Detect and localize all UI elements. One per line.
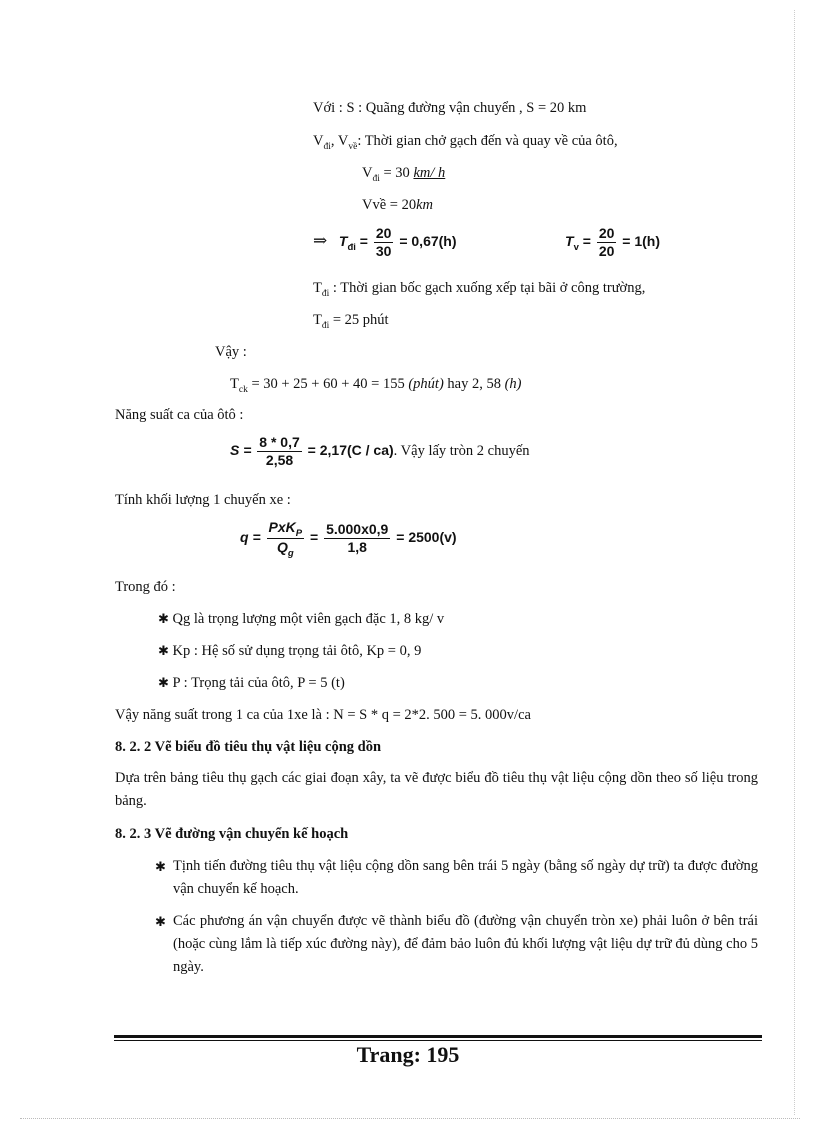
- distance-line: [313, 98, 586, 118]
- t-di-num: 20: [375, 224, 392, 241]
- star-bullet-icon: ✱: [158, 643, 169, 658]
- cycle-time-sum: = 30 + 25 + 60 + 40 = 155: [247, 376, 409, 392]
- t-sub-2: đi: [321, 321, 330, 331]
- v-di-value: = 30: [379, 165, 414, 181]
- cycle-time-hours-unit: (h): [504, 376, 522, 392]
- unload-time-line: [313, 278, 645, 300]
- page-border-dotted-vertical: [794, 10, 795, 1115]
- s-num: 8 * 0,7: [259, 433, 300, 450]
- t-di-fraction: [374, 225, 394, 260]
- bullet-shift-curve-text: Tịnh tiến đường tiêu thụ vật liệu cộng dồn sang bên trái 5 ngày (bằng số ngày dự trữ) ta được đường vận chuyển kế hoạch.: [173, 858, 758, 897]
- bullet-transport-plan: [155, 910, 758, 979]
- unload-time-value: = 25 phút: [329, 312, 389, 328]
- t-v-result: = 1(h): [618, 233, 661, 249]
- v-ve-unit: km: [416, 197, 434, 213]
- v-di-symbol: V: [362, 165, 373, 181]
- q-fraction: [267, 519, 305, 558]
- bullet-qg: [158, 609, 444, 629]
- where-line: [115, 577, 176, 597]
- t-v-fraction: [597, 225, 617, 260]
- load-formula: [240, 516, 457, 559]
- bullet-transport-plan-text: Các phương án vận chuyển được vẽ thành biểu đồ (đường vận chuyển tròn xe) phải luôn ở bên trái (hoặc cùng lắm là tiếp xúc đường này), để đảm bảo luôn đủ khối lượng vật liệu dự trữ đủ dùng cho 5 ngày.: [173, 913, 758, 975]
- q-den: Q: [276, 538, 288, 555]
- paragraph-cumulative: [115, 767, 758, 813]
- q-fraction-2: [324, 521, 390, 556]
- shift-output-heading: [115, 405, 243, 425]
- t-di-result: = 0,67(h): [395, 233, 457, 249]
- vay-text: Vậy :: [215, 344, 247, 360]
- shift-output-text: Năng suất ca của ôtô :: [115, 407, 244, 423]
- footer-rule-thick: [114, 1035, 762, 1038]
- v-di-unit: km/ h: [413, 165, 446, 181]
- bullet-shift-curve: [155, 855, 758, 901]
- q-num: PxK: [268, 518, 296, 535]
- unload-time-text: : Thời gian bốc gạch xuống xếp tại bãi ở công trường,: [329, 280, 646, 296]
- t-symbol-2: T: [313, 312, 322, 328]
- sub-ve: về: [348, 142, 358, 152]
- section-heading-822: [115, 737, 381, 757]
- v-symbol-2: , V: [330, 133, 349, 149]
- velocity-def-text: : Thời gian chở gạch đến và quay về của ôtô,: [357, 133, 618, 149]
- v-ve-value: Vvề = 20: [362, 197, 417, 213]
- v-ve-line: [362, 195, 433, 215]
- s-symbol: S =: [230, 442, 256, 458]
- t-di-sub: đi: [347, 242, 356, 253]
- q-symbol: q =: [240, 529, 265, 545]
- v-di-sub: đi: [372, 174, 380, 184]
- v-symbol: V: [313, 133, 324, 149]
- section-heading-823: [115, 824, 348, 844]
- star-bullet-icon: ✱: [158, 675, 169, 690]
- t-di-formula: [338, 224, 457, 259]
- implies-arrow-icon: ⇒: [313, 231, 328, 250]
- t-di-symbol: T: [338, 233, 348, 249]
- star-bullet-icon: ✱: [155, 914, 166, 929]
- s-round-text: . Vậy lấy tròn 2 chuyến: [393, 443, 530, 459]
- q-den-sub: g: [287, 547, 294, 559]
- where-text: Trong đó :: [115, 579, 176, 595]
- q-formula: [240, 518, 457, 559]
- t-ck-sub: ck: [238, 385, 248, 395]
- bullet-p: [158, 673, 345, 693]
- bullet-kp-text: Kp : Hệ số sử dụng trọng tải ôtô, Kp = 0, 9: [172, 643, 422, 659]
- star-bullet-icon: ✱: [155, 859, 166, 874]
- q-eq: =: [306, 529, 323, 545]
- t-v-den: 20: [598, 242, 615, 259]
- bullet-p-text: P : Trọng tải của ôtô, P = 5 (t): [172, 675, 345, 691]
- time-formula-line: [313, 222, 457, 263]
- s-den: 2,58: [265, 451, 294, 468]
- s-result: = 2,17(C / ca): [303, 442, 394, 458]
- load-heading-text: Tính khối lượng 1 chuyến xe :: [115, 492, 291, 508]
- cycle-time-unit: (phút): [408, 376, 444, 392]
- page-border-dotted: [20, 1118, 800, 1119]
- unload-time-value-line: [313, 310, 389, 332]
- load-heading: [115, 490, 291, 510]
- s-fraction: [257, 434, 301, 469]
- t-v-formula-line: [565, 222, 660, 263]
- t-v-sub: v: [573, 242, 579, 253]
- paragraph-cumulative-text: Dựa trên bảng tiêu thụ gạch các giai đoạn xây, ta vẽ được biểu đồ tiêu thụ vật liệu cộng dồn theo số liệu trong bảng.: [115, 770, 758, 809]
- bullet-kp: [158, 641, 421, 661]
- t-v-formula: [565, 224, 661, 259]
- t-sub: đi: [321, 289, 330, 299]
- section-heading-822-text: 8. 2. 2 Vẽ biểu đồ tiêu thụ vật liệu cộng dồn: [115, 739, 382, 755]
- cycle-time-hours: hay 2, 58: [443, 376, 505, 392]
- vay-line: [215, 342, 247, 362]
- sub-di: đi: [323, 142, 331, 152]
- bullet-qg-text: Qg là trọng lượng một viên gạch đặc 1, 8 kg/ v: [172, 611, 445, 627]
- t-di-eq: =: [355, 233, 372, 249]
- distance-text: Với : S : Quãng đường vận chuyển , S = 20 km: [313, 100, 587, 116]
- velocity-def-line: [313, 131, 618, 153]
- section-heading-823-text: 8. 2. 3 Vẽ đường vận chuyển kế hoạch: [115, 826, 349, 842]
- productivity-text: Vậy năng suất trong 1 ca của 1xe là : N = S * q = 2*2. 500 = 5. 000v/ca: [115, 707, 531, 723]
- t-ck-symbol: T: [230, 376, 239, 392]
- q-den-2: 1,8: [347, 538, 367, 555]
- q-num-2: 5.000x0,9: [326, 520, 389, 537]
- t-v-num: 20: [598, 224, 615, 241]
- q-num-sub: P: [295, 527, 303, 539]
- t-symbol: T: [313, 280, 322, 296]
- t-v-eq: =: [578, 233, 595, 249]
- v-di-line: [362, 163, 445, 185]
- t-v-symbol: T: [565, 233, 574, 249]
- productivity-line: [115, 705, 531, 725]
- star-bullet-icon: ✱: [158, 611, 169, 626]
- t-di-den: 30: [375, 242, 392, 259]
- q-result: = 2500(v): [392, 529, 457, 545]
- page-number: Trang: 195: [356, 1042, 460, 1067]
- s-formula: [230, 433, 394, 468]
- shift-output-formula: [230, 430, 530, 471]
- cycle-time-line: [230, 374, 522, 396]
